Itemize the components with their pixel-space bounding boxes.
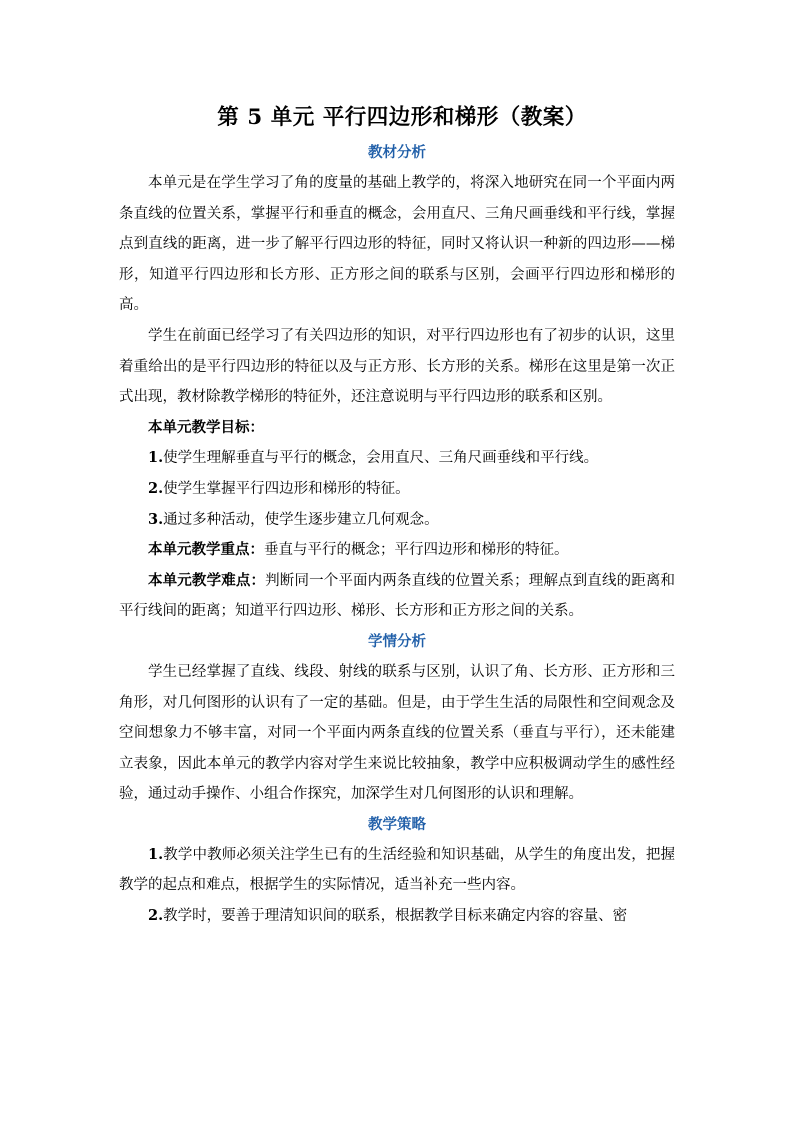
heading-teaching-strategy: 教学策略 bbox=[368, 815, 426, 833]
strategy-item-2 bbox=[119, 901, 675, 932]
teaching-goals-label-text: 本单元教学目标： bbox=[148, 418, 264, 436]
goal-item-2 bbox=[119, 474, 675, 505]
goal-text: 使学生理解垂直与平行的概念，会用直尺、三角尺画垂线和平行线。 bbox=[163, 450, 599, 467]
student-analysis-paragraph: 学生已经掌握了直线、线段、射线的联系与区别，认识了角、长方形、正方形和三角形，对几何图形的认识有了一定的基础。但是，由于学生生活的局限性和空间观念及空间想象力不够丰富，对同一个平面内两条直线的位置关系（垂直与平行），还未能建立表象，因此本单元的教学内容对学生来说比较抽象，教学中应积极调动学生的感性经验，通过动手操作、小组合作探究，加深学生对几何图形的认识和理解。 bbox=[119, 663, 675, 803]
strategy-text: 教学时，要善于理清知识间的联系，根据教学目标来确定内容的容量、密 bbox=[163, 908, 628, 925]
textbook-analysis-paragraph-2: 学生在前面已经学习了有关四边形的知识，对平行四边形也有了初步的认识，这里着重给出的是平行四边形的特征以及与正方形、长方形的关系。梯形在这里是第一次正式出现，教材除教学梯形的特征外，还注意说明与平行四边形的联系和区别。 bbox=[119, 327, 675, 406]
key-points-label: 本单元教学重点： bbox=[148, 541, 264, 559]
goal-number: 2. bbox=[148, 479, 164, 497]
goal-number: 3. bbox=[148, 510, 164, 528]
document-page bbox=[119, 98, 675, 932]
goal-item-3 bbox=[119, 505, 675, 536]
goal-text: 使学生掌握平行四边形和梯形的特征。 bbox=[163, 480, 410, 497]
goal-number: 1. bbox=[148, 449, 164, 467]
strategy-item-1 bbox=[119, 840, 675, 901]
document-title: 第 5 单元 平行四边形和梯形（教案） bbox=[217, 105, 587, 130]
difficulties-text: 判断同一个平面内两条直线的位置关系；理解点到直线的距离和平行线间的距离；知道平行四边形、梯形、长方形和正方形之间的关系。 bbox=[119, 572, 676, 620]
textbook-analysis-paragraph-1: 本单元是在学生学习了角的度量的基础上教学的，将深入地研究在同一个平面内两条直线的位置关系，掌握平行和垂直的概念，会用直尺、三角尺画垂线和平行线，掌握点到直线的距离，进一步了解平行四边形的特征，同时又将认识一种新的四边形——梯形，知道平行四边形和长方形、正方形之间的联系与区别，会画平行四边形和梯形的高。 bbox=[119, 175, 675, 314]
teaching-key-points bbox=[119, 535, 675, 566]
strategy-number: 1. bbox=[148, 845, 164, 863]
key-points-text: 垂直与平行的概念；平行四边形和梯形的特征。 bbox=[264, 542, 569, 559]
teaching-difficulties bbox=[119, 566, 675, 627]
strategy-text: 教学中教师必须关注学生已有的生活经验和知识基础，从学生的角度出发，把握教学的起点和难点，根据学生的实际情况，适当补充一些内容。 bbox=[119, 846, 675, 894]
goal-item-1 bbox=[119, 443, 675, 474]
heading-textbook-analysis: 教材分析 bbox=[368, 144, 426, 161]
heading-student-analysis: 学情分析 bbox=[368, 632, 426, 650]
goal-text: 通过多种活动，使学生逐步建立几何观念。 bbox=[163, 511, 439, 528]
teaching-goals-label bbox=[119, 413, 675, 444]
strategy-number: 2. bbox=[148, 907, 164, 925]
difficulties-label: 本单元教学难点： bbox=[148, 571, 266, 589]
